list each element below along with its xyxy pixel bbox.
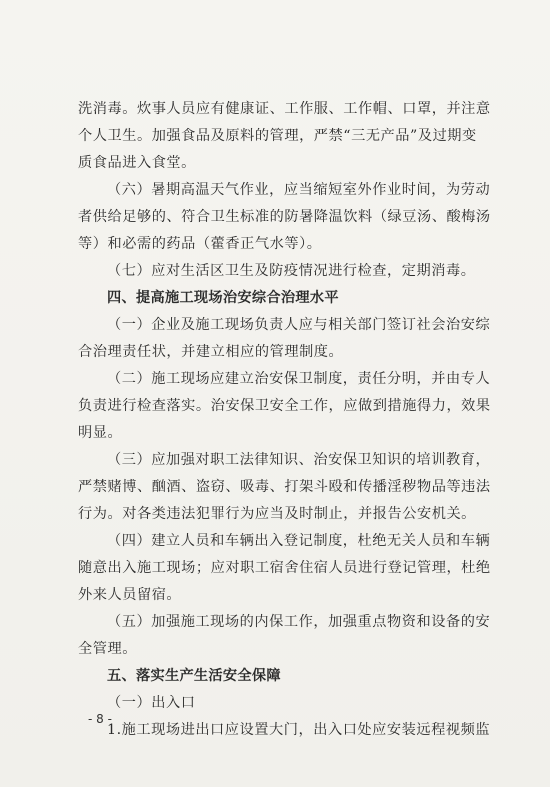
text-line: （三）应加强对职工法律知识、治安保卫知识的培训教育， [107, 452, 491, 468]
text-line: 合治理责任状，并建立相应的管理制度。 [78, 344, 344, 360]
text-line: 随意出入施工现场；应对职工宿舍住宿人员进行登记管理，杜绝 [78, 560, 491, 576]
text-line: 等）和必需的药品（藿香正气水等）。 [78, 236, 322, 252]
section-heading: 五、落实生产生活安全保障 [107, 668, 281, 684]
section-heading: 四、提高施工现场治安综合治理水平 [107, 290, 339, 306]
text-line: （一）企业及施工现场负责人应与相关部门签订社会治安综 [107, 317, 491, 333]
subsection-heading: （一）出入口 [107, 695, 196, 711]
text-line: 行为。对各类违法犯罪行为应当及时制止，并报告公安机关。 [78, 506, 476, 522]
text-line: （二）施工现场应建立治安保卫制度，责任分明，并由专人 [107, 371, 491, 387]
body-text [78, 96, 498, 744]
text-line: 1.施工现场进出口应设置大门，出入口处应安装远程视频监 [107, 722, 491, 738]
text-line: 外来人员留宿。 [78, 587, 182, 603]
text-line: 质食品进入食堂。 [78, 155, 196, 171]
text-line: （四）建立人员和车辆出入登记制度，杜绝无关人员和车辆 [107, 533, 491, 549]
text-line: 负责进行检查落实。治安保卫安全工作，应做到措施得力，效果 [78, 398, 491, 414]
text-line: 者供给足够的、符合卫生标准的防暑降温饮料（绿豆汤、酸梅汤 [78, 209, 491, 225]
text-line: （五）加强施工现场的内保工作，加强重点物资和设备的安 [107, 614, 491, 630]
text-line: 个人卫生。加强食品及原料的管理，严禁“三无产品”及过期变 [78, 128, 477, 144]
text-line: （六）暑期高温天气作业，应当缩短室外作业时间，为劳动 [107, 182, 491, 198]
text-line: 严禁赌博、酗酒、盗窃、吸毒、打架斗殴和传播淫秽物品等违法 [78, 479, 491, 495]
page-number: - 8 - [88, 712, 112, 726]
text-line: 洗消毒。炊事人员应有健康证、工作服、工作帽、口罩，并注意 [78, 101, 491, 117]
text-line: （七）应对生活区卫生及防疫情况进行检查，定期消毒。 [107, 263, 476, 279]
text-line: 明显。 [78, 425, 123, 441]
text-line: 全管理。 [78, 641, 137, 657]
